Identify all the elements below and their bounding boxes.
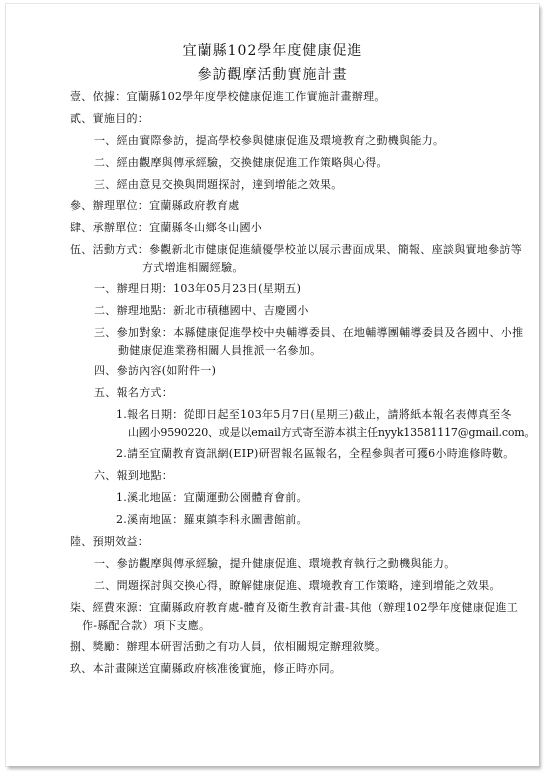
section-funding: 柒、經費來源：宜蘭縣政府教育處-體育及衛生教育計畫-其他（辦理102學年度健康促進工: [70, 601, 519, 614]
checkin-heading: 六、報到地點：: [94, 469, 174, 482]
section-expected-benefits: 陸、預期效益：: [70, 535, 150, 548]
document-title-line1: 宜蘭縣102學年度健康促進: [182, 43, 363, 59]
activity-participants-cont: 動健康促進業務相關人員推派一名參加。: [118, 344, 322, 357]
checkin-south: 2.溪南地區：羅東鎮李科永圖書館前。: [116, 513, 308, 526]
document-page: [6, 4, 539, 766]
benefit-item-2: 二、問題探討與交換心得，瞭解健康促進、環境教育工作策略，達到增能之效果。: [94, 579, 501, 592]
registration-heading: 五、報名方式：: [94, 386, 174, 399]
section-funding-cont: 作-縣配合款）項下支應。: [82, 619, 211, 632]
purpose-item-2: 二、經由觀摩與傳承經驗，交換健康促進工作策略與心得。: [94, 156, 388, 169]
section-activity-method: 伍、活動方式：參觀新北市健康促進績優學校並以展示書面成果、簡報、座談與實地參訪等: [70, 243, 522, 256]
registration-item-1-cont: 山國小9590220、或是以email方式寄至游本祺主任nyyk13581117@gmail.com。: [128, 426, 536, 439]
registration-item-2: 2.請至宜蘭教育資訊網(EIP)研習報名區報名，全程參與者可獲6小時進修時數。: [116, 447, 515, 460]
purpose-item-3: 三、經由意見交換與問題探討，達到增能之效果。: [94, 178, 343, 191]
section-purpose-heading: 貳、實施目的：: [70, 112, 150, 125]
activity-date: 一、辦理日期：103年05月23日(星期五): [94, 282, 302, 295]
section-organizer: 參、辦理單位：宜蘭縣政府教育處: [70, 199, 240, 212]
section-rewards: 捌、獎勵：辦理本研習活動之有功人員，依相關規定辦理敘獎。: [70, 640, 387, 653]
activity-location: 二、辦理地點：新北市積穗國中、吉慶國小: [94, 304, 309, 317]
activity-participants: 三、參加對象：本縣健康促進學校中央輔導委員、在地輔導團輔導委員及各國中、小推: [94, 326, 524, 339]
registration-item-1: 1.報名日期：從即日起至103年5月7日(星期三)截止，請將紙本報名表傳真至冬: [116, 408, 512, 421]
document-title-line2: 參訪觀摩活動實施計畫: [197, 67, 348, 83]
section-basis: 壹、依據：宜蘭縣102學年度學校健康促進工作實施計畫辦理。: [70, 90, 386, 103]
section-host: 肆、承辦單位：宜蘭縣冬山鄉冬山國小: [70, 221, 263, 234]
checkin-north: 1.溪北地區：宜蘭運動公園體育會前。: [116, 491, 308, 504]
section-approval: 玖、本計畫陳送宜蘭縣政府核准後實施，修正時亦同。: [70, 662, 342, 675]
benefit-item-1: 一、參訪觀摩與傳承經驗，提升健康促進、環境教育執行之動機與能力。: [94, 557, 456, 570]
activity-content: 四、參訪內容(如附件一): [94, 364, 217, 377]
section-activity-method-cont: 方式增進相關經驗。: [142, 261, 244, 274]
purpose-item-1: 一、經由實際參訪，提高學校參與健康促進及環境教育之動機與能力。: [94, 134, 445, 147]
